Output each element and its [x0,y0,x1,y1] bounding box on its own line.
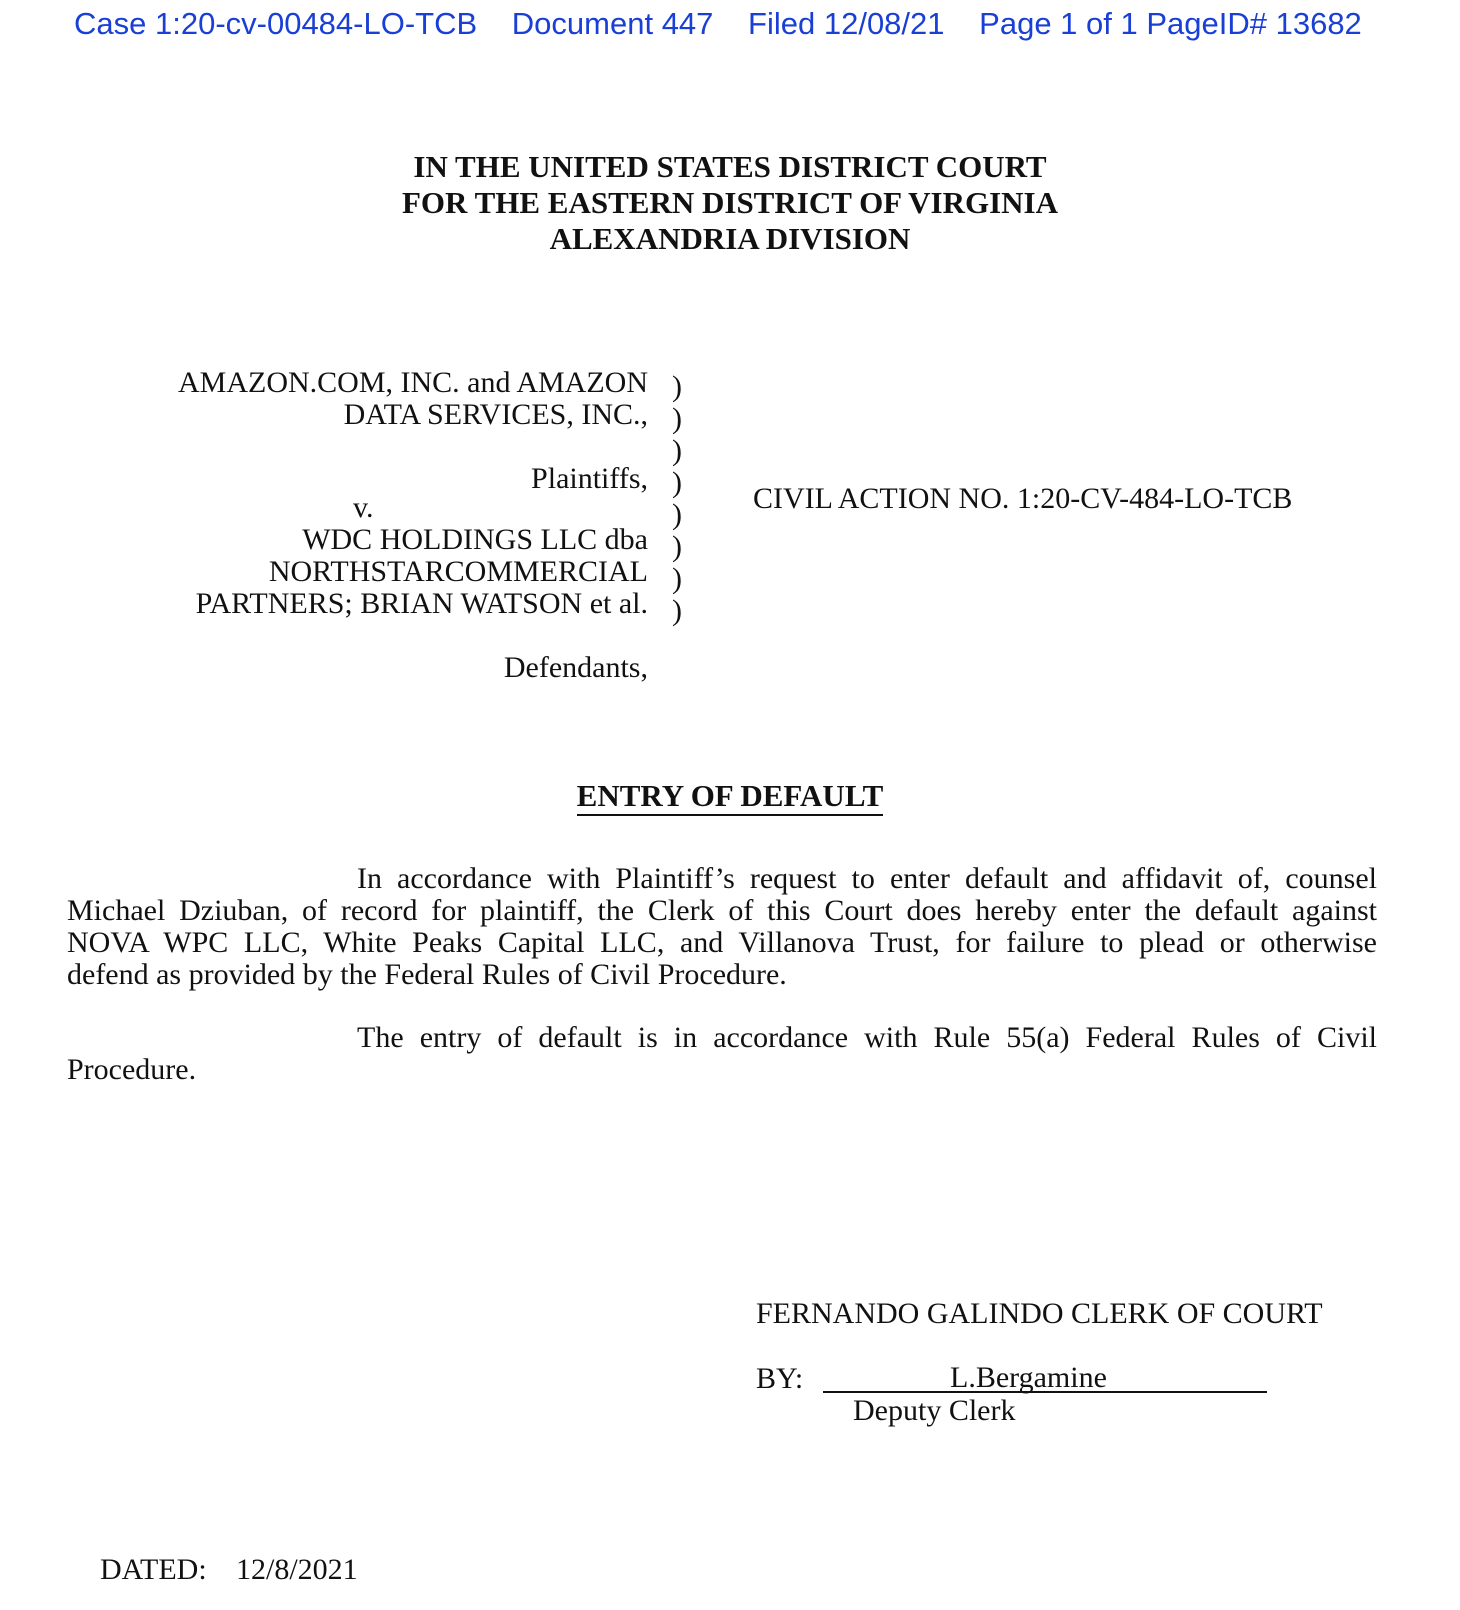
caption-paren: ) [672,594,682,627]
caption-paren: ) [672,402,682,435]
document-title [0,778,1460,814]
header-filed-date: Filed 12/08/21 [748,6,945,41]
header-case-number: Case 1:20-cv-00484-LO-TCB [74,6,478,41]
document-title-text: ENTRY OF DEFAULT [577,778,884,816]
paragraph-line: Procedure. [67,1053,197,1086]
caption-paren: ) [672,370,682,403]
dated-value: 12/8/2021 [236,1553,358,1586]
paragraph-line: NOVA WPC LLC, White Peaks Capital LLC, and Villanova Trust, for failure to plead or otherwise [67,926,1377,959]
defendant-line-3: PARTNERS; BRIAN WATSON et al. [195,587,648,620]
court-line-2: FOR THE EASTERN DISTRICT OF VIRGINIA [401,185,1059,220]
caption-paren: ) [672,562,682,595]
filing-header [74,6,1362,42]
header-document-number: Document 447 [511,6,714,41]
body-paragraph-2 [67,1022,1377,1086]
dated-label: DATED: [100,1553,207,1586]
clerk-of-court: FERNANDO GALINDO CLERK OF COURT [756,1297,1323,1330]
caption-paren: ) [672,466,682,499]
deputy-clerk-label: Deputy Clerk [853,1394,1016,1427]
court-heading [0,149,1460,257]
paragraph-line: The entry of default is in accordance with Rule 55(a) Federal Rules of Civil [357,1021,1377,1054]
signer-name: L.Bergamine [950,1361,1107,1394]
defendant-line-1: WDC HOLDINGS LLC dba [302,523,648,556]
caption-paren: ) [672,530,682,563]
body-paragraph-1 [67,863,1377,991]
paragraph-line: defend as provided by the Federal Rules of Civil Procedure. [67,958,787,991]
versus-label: v. [353,491,374,524]
header-page-id: Page 1 of 1 PageID# 13682 [979,6,1362,41]
caption-paren: ) [672,434,682,467]
paragraph-line: Michael Dziuban, of record for plaintiff, the Clerk of this Court does hereby enter the default against [67,894,1377,927]
defendant-line-2: NORTHSTARCOMMERCIAL [268,555,648,588]
civil-action-number: CIVIL ACTION NO. 1:20-CV-484-LO-TCB [753,482,1293,515]
plaintiff-line-1: AMAZON.COM, INC. and AMAZON [178,366,648,399]
defendants-label: Defendants, [503,651,648,684]
court-line-1: IN THE UNITED STATES DISTRICT COURT [413,149,1047,184]
plaintiffs-label: Plaintiffs, [531,462,648,495]
paragraph-line: In accordance with Plaintiff’s request to enter default and affidavit of, counsel [357,862,1377,895]
plaintiff-line-2: DATA SERVICES, INC., [343,398,648,431]
court-line-3: ALEXANDRIA DIVISION [549,221,911,256]
by-label: BY: [756,1362,804,1395]
caption-paren: ) [672,498,682,531]
